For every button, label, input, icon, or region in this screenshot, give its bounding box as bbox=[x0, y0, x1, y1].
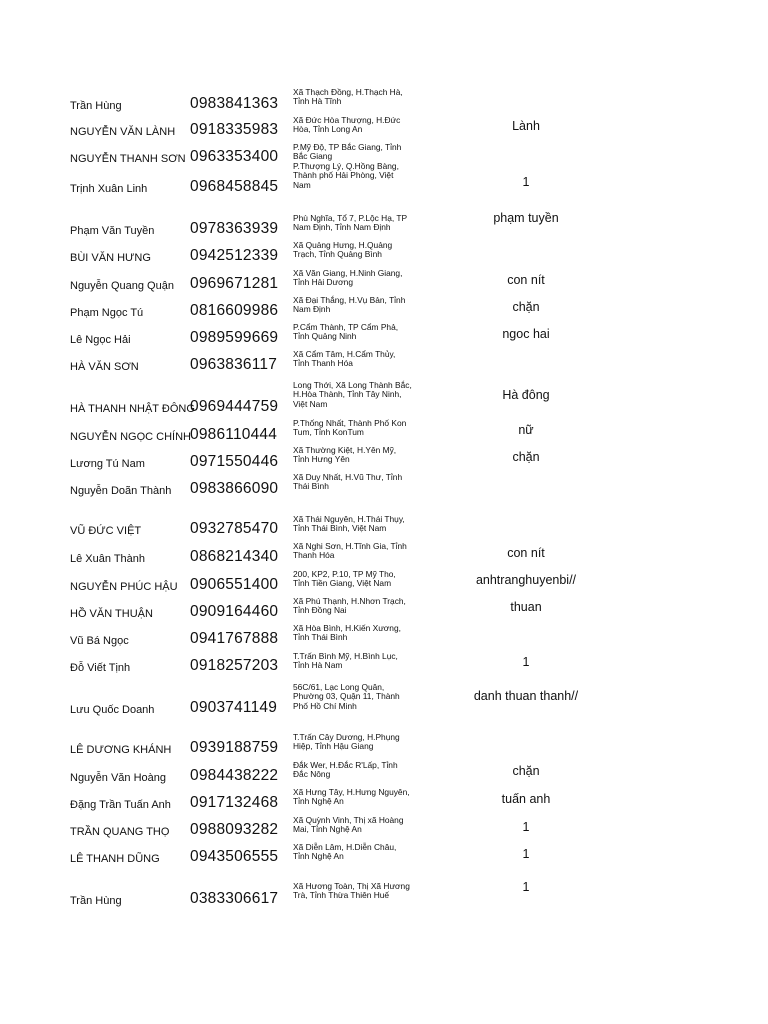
address: Xã Nghi Sơn, H.Tĩnh Gia, Tỉnh Thanh Hóa bbox=[293, 541, 407, 561]
contact-name: LÊ DƯƠNG KHÁNH bbox=[70, 744, 172, 756]
note: ngoc hai bbox=[502, 327, 550, 341]
phone-number: 0983841363 bbox=[190, 95, 279, 112]
phone-number: 0816609986 bbox=[190, 302, 279, 319]
contact-name: Lê Xuân Thành bbox=[70, 553, 146, 565]
phone-number: 0918335983 bbox=[190, 121, 279, 138]
phone-number: 0969671281 bbox=[190, 275, 279, 292]
note: 1 bbox=[522, 847, 530, 861]
address: Xã Thường Kiệt, H.Yên Mỹ, Tỉnh Hưng Yên bbox=[293, 445, 397, 465]
contact-name: HÀ THANH NHẬT ĐÔNG bbox=[70, 403, 195, 415]
contact-name: Lương Tú Nam bbox=[70, 458, 145, 470]
contact-name: NGUYỄN NGỌC CHÍNH bbox=[70, 431, 192, 443]
phone-number: 0969444759 bbox=[190, 398, 279, 415]
address: Xã Quảng Hưng, H.Quảng Trạch, Tỉnh Quảng Bình bbox=[293, 240, 393, 260]
contact-name: VŨ ĐỨC VIỆT bbox=[70, 525, 142, 537]
note: chặn bbox=[512, 450, 540, 464]
contact-name: Lưu Quốc Doanh bbox=[70, 704, 155, 716]
contact-name: Trần Hùng bbox=[70, 100, 122, 112]
address: Xã Hương Toàn, Thị Xã Hương Trà, Tỉnh Thừa Thiên Huế bbox=[293, 881, 410, 901]
phone-number: 0986110444 bbox=[190, 426, 278, 443]
address: Long Thới, Xã Long Thành Bắc, H.Hòa Thành, Tỉnh Tây Ninh, Việt Nam bbox=[293, 380, 412, 409]
phone-number: 0917132468 bbox=[190, 794, 279, 811]
phone-number: 0984438222 bbox=[190, 767, 279, 784]
contact-name: Nguyễn Văn Hoàng bbox=[70, 772, 167, 784]
contact-name: HÀ VĂN SƠN bbox=[70, 361, 139, 373]
phone-number: 0943506555 bbox=[190, 848, 279, 865]
address: Đắk Wer, H.Đắc R'Lấp, Tỉnh Đắc Nông bbox=[293, 760, 398, 780]
phone-number: 0989599669 bbox=[190, 329, 279, 346]
address: P.Cẩm Thành, TP Cẩm Phả, Tỉnh Quảng Ninh bbox=[293, 322, 399, 342]
note: chặn bbox=[512, 764, 540, 778]
address: Xã Hưng Tây, H.Hưng Nguyên, Tỉnh Nghệ An bbox=[293, 787, 410, 807]
note: chặn bbox=[512, 300, 540, 314]
note: nữ bbox=[518, 423, 534, 437]
address: P.Thống Nhất, Thành Phố Kon Tum, Tỉnh KonTum bbox=[293, 418, 407, 438]
phone-number: 0939188759 bbox=[190, 739, 279, 756]
address: Xã Cẩm Tâm, H.Cẩm Thủy, Tỉnh Thanh Hóa bbox=[293, 349, 396, 369]
address: Xã Hòa Bình, H.Kiến Xương, Tỉnh Thái Bình bbox=[293, 623, 401, 643]
note: anhtranghuyenbi// bbox=[475, 573, 577, 587]
contact-name: Vũ Bá Ngọc bbox=[70, 635, 129, 647]
contact-name: Đỗ Viết Tịnh bbox=[70, 662, 131, 674]
note: 1 bbox=[522, 820, 530, 834]
phone-number: 0941767888 bbox=[190, 630, 279, 647]
address: Xã Văn Giang, H.Ninh Giang, Tỉnh Hải Dương bbox=[293, 268, 403, 288]
address: Xã Thái Nguyên, H.Thái Thụy, Tỉnh Thái Bình, Việt Nam bbox=[293, 514, 405, 534]
phone-number: 0909164460 bbox=[190, 603, 279, 620]
phone-number: 0963836117 bbox=[190, 356, 278, 373]
contact-name: NGUYỄN VĂN LÀNH bbox=[70, 126, 176, 138]
note: con nít bbox=[507, 273, 545, 287]
contact-name: Trịnh Xuân Linh bbox=[70, 183, 148, 195]
note: tuấn anh bbox=[501, 792, 551, 806]
contact-name: TRẦN QUANG THỌ bbox=[70, 826, 170, 838]
address: P.Thượng Lý, Q.Hồng Bàng, Thành phố Hải Phòng, Việt Nam bbox=[293, 161, 399, 190]
address: Xã Thạch Đồng, H.Thạch Hà, Tỉnh Hà Tĩnh bbox=[293, 87, 403, 107]
phone-number: 0942512339 bbox=[190, 247, 279, 264]
note: 1 bbox=[522, 880, 530, 894]
note: thuan bbox=[510, 600, 542, 614]
phone-number: 0906551400 bbox=[190, 576, 279, 593]
contact-name: Nguyễn Doãn Thành bbox=[70, 485, 172, 497]
phone-number: 0978363939 bbox=[190, 220, 279, 237]
phone-number: 0988093282 bbox=[190, 821, 279, 838]
phone-number: 0383306617 bbox=[190, 890, 279, 907]
address: Xã Duy Nhất, H.Vũ Thư, Tỉnh Thái Bình bbox=[293, 472, 403, 492]
note: con nít bbox=[507, 546, 545, 560]
address: P.Mỹ Độ, TP Bắc Giang, Tỉnh Bắc Giang bbox=[293, 142, 402, 162]
contact-name: Nguyễn Quang Quận bbox=[70, 280, 174, 292]
contact-name: LÊ THANH DŨNG bbox=[70, 853, 160, 865]
contact-name: Lê Ngọc Hải bbox=[70, 334, 131, 346]
phone-number: 0963353400 bbox=[190, 148, 279, 165]
address: Xã Diễn Lâm, H.Diễn Châu, Tỉnh Nghệ An bbox=[293, 842, 397, 862]
contact-name: BÙI VĂN HƯNG bbox=[70, 252, 151, 264]
phone-number: 0868214340 bbox=[190, 548, 279, 565]
contact-name: Trần Hùng bbox=[70, 895, 122, 907]
phone-number: 0903741149 bbox=[190, 699, 278, 716]
note: 1 bbox=[522, 655, 530, 669]
note: danh thuan thanh// bbox=[473, 689, 579, 703]
phone-number: 0968458845 bbox=[190, 178, 279, 195]
address: Xã Quỳnh Vinh, Thị xã Hoàng Mai, Tỉnh Nghệ An bbox=[293, 815, 404, 835]
note: phạm tuyền bbox=[493, 211, 559, 225]
contact-name: Phạm Ngọc Tú bbox=[70, 307, 144, 319]
contact-name: NGUYỄN THANH SƠN bbox=[70, 153, 186, 165]
address: Xã Phú Thạnh, H.Nhơn Trạch, Tỉnh Đồng Nai bbox=[293, 596, 406, 616]
note: 1 bbox=[522, 175, 530, 189]
address: T.Trấn Cây Dương, H.Phụng Hiệp, Tỉnh Hậu Giang bbox=[293, 732, 400, 752]
phone-number: 0932785470 bbox=[190, 520, 279, 537]
address: 200, KP2, P.10, TP Mỹ Tho, Tỉnh Tiền Giang, Việt Nam bbox=[293, 569, 396, 589]
address: Xã Đại Thắng, H.Vụ Bản, Tỉnh Nam Định bbox=[293, 295, 406, 315]
phone-number: 0971550446 bbox=[190, 453, 279, 470]
address: Xã Đức Hòa Thượng, H.Đức Hòa, Tỉnh Long An bbox=[293, 115, 401, 135]
address: Phù Nghĩa, Tổ 7, P.Lộc Hạ, TP Nam Định, Tỉnh Nam Định bbox=[293, 213, 408, 233]
contact-name: Phạm Văn Tuyền bbox=[70, 225, 155, 237]
contact-name: HỒ VĂN THUẬN bbox=[70, 608, 153, 620]
note: Lành bbox=[512, 119, 540, 133]
phone-number: 0983866090 bbox=[190, 480, 279, 497]
address: 56C/61, Lạc Long Quân, Phường 03, Quận 11, Thành Phố Hồ Chí Minh bbox=[293, 682, 400, 711]
phone-number: 0918257203 bbox=[190, 657, 279, 674]
address: T.Trấn Bình Mỹ, H.Bình Lục, Tỉnh Hà Nam bbox=[293, 651, 398, 671]
note: Hà đông bbox=[502, 388, 550, 402]
contact-name: Đặng Trần Tuấn Anh bbox=[70, 799, 171, 811]
contact-name: NGUYỄN PHÚC HẬU bbox=[70, 581, 178, 593]
